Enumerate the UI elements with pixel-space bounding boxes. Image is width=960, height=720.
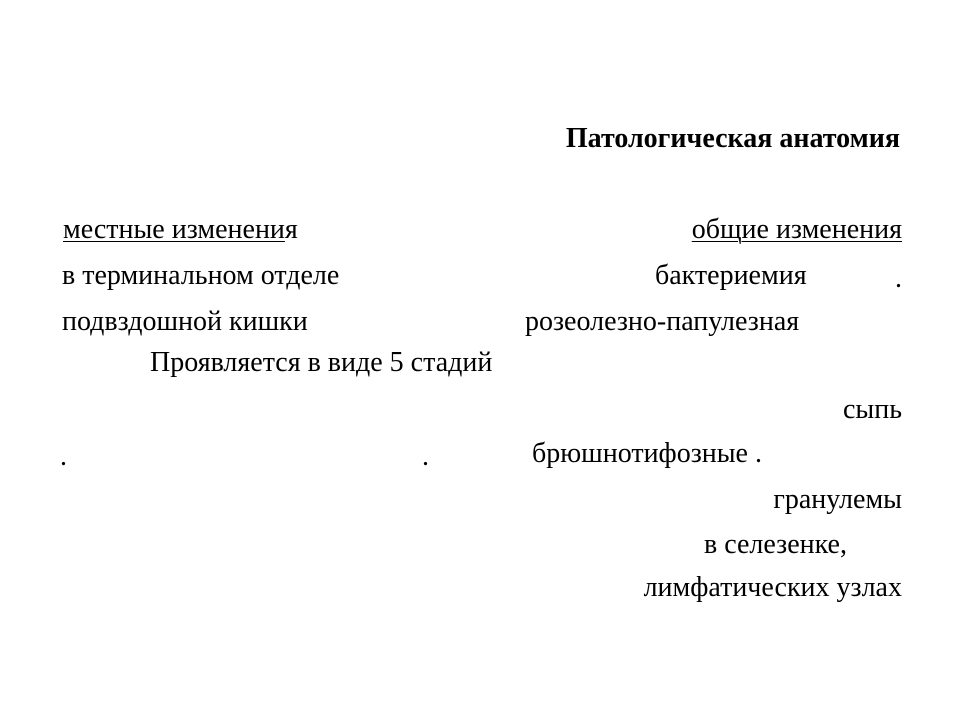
local-changes-line-2: подвздошной кишки <box>62 306 308 337</box>
local-dot-2: . <box>422 441 429 472</box>
local-changes-heading-tail: я <box>284 214 298 245</box>
bacteremia-text: бактериемия <box>655 260 807 291</box>
spleen-text: в селезенке, <box>704 529 847 560</box>
stages-text: Проявляется в виде 5 стадий <box>150 347 493 378</box>
slide-title: Патологическая анатомия <box>565 123 900 154</box>
rash-line-1: розеолезно-папулезная <box>525 306 800 337</box>
rash-line-2: сыпь <box>843 394 902 425</box>
local-changes-heading <box>63 213 298 247</box>
granuloma-line-1: брюшнотифозные . <box>532 438 762 469</box>
granuloma-line-2: гранулемы <box>773 484 902 515</box>
local-changes-line-1: в терминальном отделе <box>62 260 340 291</box>
local-changes-heading-underlined: местные изменени <box>63 214 285 245</box>
general-changes-heading: общие изменения <box>691 214 902 245</box>
lymph-nodes-text: лимфатических узлах <box>643 572 902 603</box>
bacteremia-dot: . <box>895 263 902 294</box>
local-dot-1: . <box>60 441 67 472</box>
